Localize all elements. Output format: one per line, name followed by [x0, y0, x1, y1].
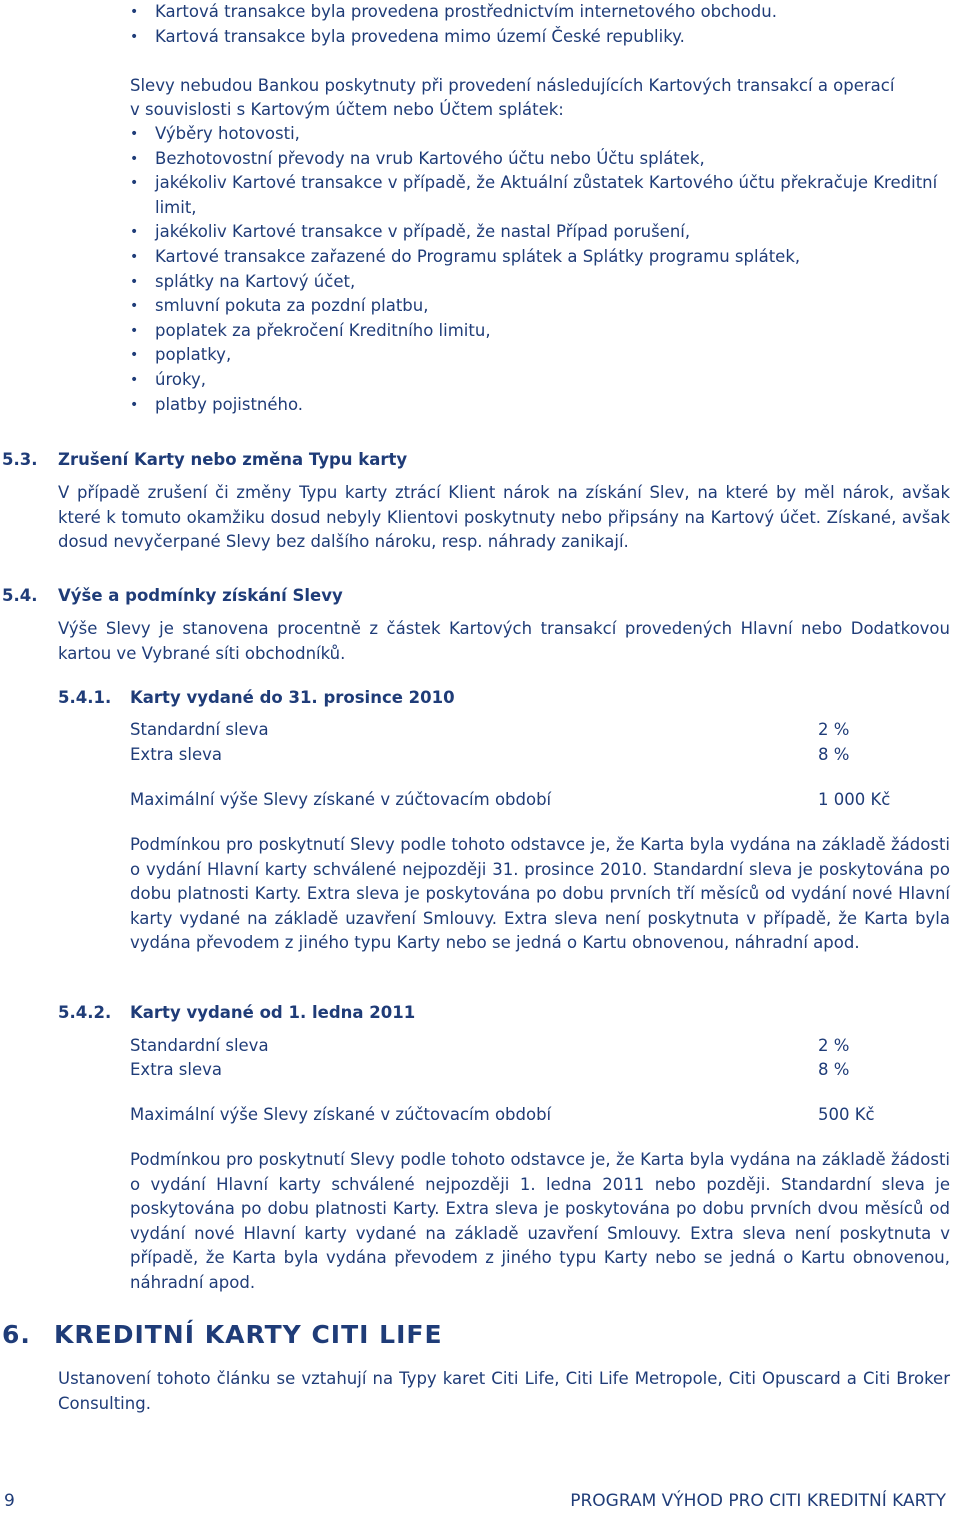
- section-5-3-number: 5.3.: [2, 450, 38, 469]
- list-item: • platby pojistného.: [130, 393, 950, 418]
- extra-discount-label: Extra sleva: [130, 1060, 223, 1079]
- standard-discount-label: Standardní sleva: [130, 720, 269, 739]
- list-item: • splátky na Kartový účet,: [130, 270, 950, 295]
- section-5-4-1-number: 5.4.1.: [58, 688, 112, 707]
- section-5-4-text: Výše Slevy je stanovena procentně z částek Kartových transakcí provedených Hlavní nebo Dodatkovou kartou ve Vybrané síti obchodníků.: [58, 619, 950, 663]
- section-5-3-title: Zrušení Karty nebo změna Typu karty: [58, 450, 408, 469]
- max-discount-value: 1 000 Kč: [818, 790, 891, 809]
- list-item: • poplatky,: [130, 343, 950, 368]
- section-6-number: 6.: [2, 1320, 31, 1349]
- list-item: • úroky,: [130, 368, 950, 393]
- exclusion-intro-line-1: Slevy nebudou Bankou poskytnuty při provedení následujících Kartových transakcí a operací: [130, 76, 895, 95]
- section-5-4-1-text: Podmínkou pro poskytnutí Slevy podle tohoto odstavce je, že Karta byla vydána na základě žádosti o vydání Hlavní karty schválené nejpozději 31. prosince 2010. Standardní sleva je poskytována po dobu platnosti Karty. Extra sleva je poskytována po dobu prvních tří měsíců od vydání nové Hlavní karty vydané na základě uzavření Smlouvy. Extra sleva není poskytnuta v případě, že Karta byla vydána převodem z jiného typu Karty nebo se jedná o Kartu obnovenou, náhradní apod.: [130, 835, 950, 953]
- standard-discount-label: Standardní sleva: [130, 1036, 269, 1055]
- exclusion-intro-line-2: v souvislosti s Kartovým účtem nebo Účtem splátek:: [130, 100, 564, 119]
- list-item: • jakékoliv Kartové transakce v případě, že Aktuální zůstatek Kartového účtu překračuje Kreditní limit,: [130, 171, 950, 220]
- section-6-text: Ustanovení tohoto článku se vztahují na Typy karet Citi Life, Citi Life Metropole, Citi Opuscard a Citi Broker Consulting.: [58, 1369, 950, 1413]
- section-5-4-title: Výše a podmínky získání Slevy: [58, 586, 343, 605]
- list-item: • poplatek za překročení Kreditního limitu,: [130, 319, 950, 344]
- max-discount-label: Maximální výše Slevy získané v zúčtovacím období: [130, 790, 552, 809]
- extra-discount-label: Extra sleva: [130, 745, 223, 764]
- section-5-4-number: 5.4.: [2, 586, 38, 605]
- exclusion-list: [130, 122, 950, 417]
- list-item: • Kartová transakce byla provedena mimo území České republiky.: [130, 25, 960, 50]
- top-bullet-list: [130, 0, 960, 49]
- page-number: 9: [4, 1491, 15, 1511]
- section-6-title: KREDITNÍ KARTY CITI LIFE: [54, 1320, 443, 1349]
- list-item: • Kartové transakce zařazené do Programu splátek a Splátky programu splátek,: [130, 245, 950, 270]
- extra-discount-value: 8 %: [818, 1060, 850, 1079]
- section-5-4-2-number: 5.4.2.: [58, 1003, 112, 1022]
- standard-discount-value: 2 %: [818, 1036, 850, 1055]
- list-item: • jakékoliv Kartové transakce v případě, že nastal Případ porušení,: [130, 220, 950, 245]
- section-5-4-2-text: Podmínkou pro poskytnutí Slevy podle tohoto odstavce je, že Karta byla vydána na základě žádosti o vydání Hlavní karty schválené nejpozději 1. ledna 2011 nebo později. Standardní sleva je poskytována po dobu platnosti Karty. Extra sleva je poskytována po dobu prvních dvou měsíců od vydání nové Hlavní karty vydané na základě uzavření Smlouvy. Extra sleva není poskytnuta v případě, že Karta byla vydána převodem z jiného typu Karty nebo se jedná o Kartu obnovenou, náhradní apod.: [130, 1150, 950, 1292]
- footer-title: PROGRAM VÝHOD PRO CITI KREDITNÍ KARTY: [570, 1491, 946, 1511]
- list-item: • smluvní pokuta za pozdní platbu,: [130, 294, 950, 319]
- max-discount-label: Maximální výše Slevy získané v zúčtovacím období: [130, 1105, 552, 1124]
- section-5-3-text: V případě zrušení či změny Typu karty ztrácí Klient nárok na získání Slev, na které by měl nárok, avšak které k tomuto okamžiku dosud nebyly Klientovi poskytnuty nebo připsány na Kartový účet. Získané, avšak dosud nevyčerpané Slevy bez dalšího nároku, resp. náhrady zanikají.: [58, 483, 950, 552]
- list-item: • Kartová transakce byla provedena prostřednictvím internetového obchodu.: [130, 0, 960, 25]
- section-5-4-1-title: Karty vydané do 31. prosince 2010: [130, 688, 455, 707]
- list-item: • Výběry hotovosti,: [130, 122, 950, 147]
- standard-discount-value: 2 %: [818, 720, 850, 739]
- max-discount-value: 500 Kč: [818, 1105, 875, 1124]
- extra-discount-value: 8 %: [818, 745, 850, 764]
- list-item: • Bezhotovostní převody na vrub Kartového účtu nebo Účtu splátek,: [130, 147, 950, 172]
- section-5-4-2-title: Karty vydané od 1. ledna 2011: [130, 1003, 416, 1022]
